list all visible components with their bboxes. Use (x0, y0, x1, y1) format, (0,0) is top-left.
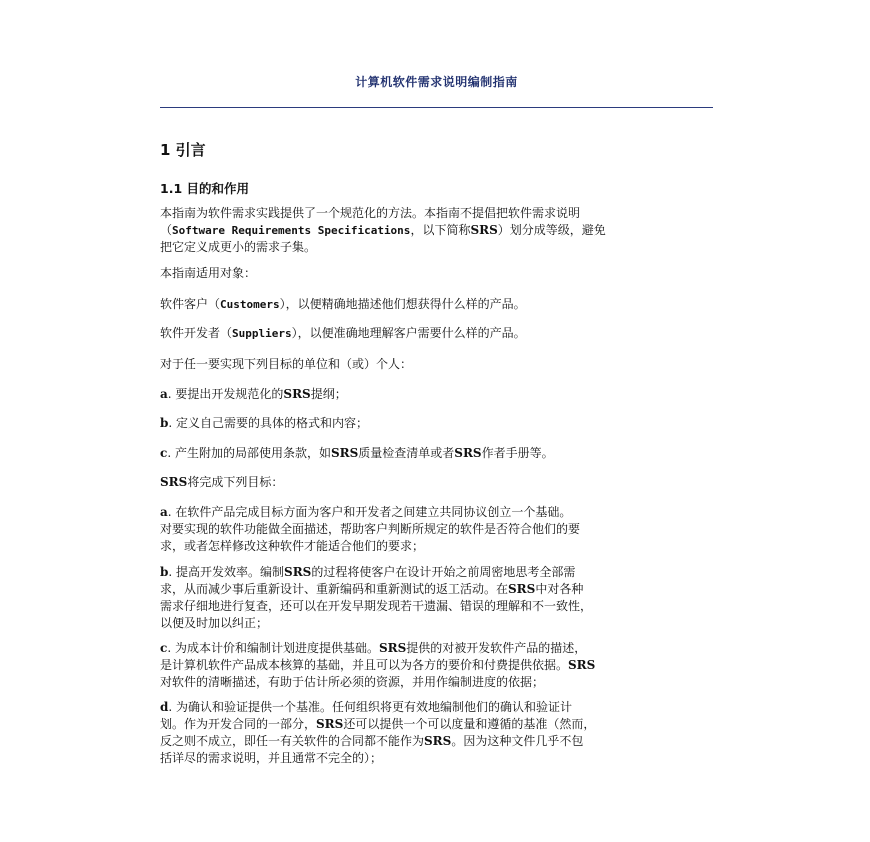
srs-goal-c-srs-1: SRS (378, 641, 407, 655)
intro-paren: （ (160, 223, 173, 237)
subsection-heading: 1.1 目的和作用 (160, 181, 249, 196)
srs-goal-b-text-1-end: 的过程将使客户在设计开始之前周密地思考全部需 (311, 565, 576, 579)
goal-a (160, 386, 716, 403)
srs-goal-c (160, 640, 716, 691)
intro-paragraph (160, 205, 716, 256)
intro-english-term: Software Requirements Specifications (172, 224, 411, 237)
goal-b-text: . 定义自己需要的具体的格式和内容； (168, 416, 369, 430)
srs-goal-d-text-3-end: 。因为这种文件几乎不包 (451, 734, 584, 748)
individuals-line: 对于任一要实现下列目标的单位和（或）个人： (160, 357, 413, 371)
srs-goal-a-marker: a (160, 505, 168, 519)
goal-c-srs-1: SRS (330, 446, 359, 460)
suppliers-suffix: ），以便准确地理解客户需要什么样的产品。 (291, 326, 526, 340)
srs-goal-b-marker: b (160, 565, 169, 579)
srs-goal-d-line-3 (160, 733, 716, 750)
srs-goal-a-text-1: . 在软件产品完成目标方面为客户和开发者之间建立共同协议创立一个基础。 (167, 505, 572, 519)
srs-goals-srs: SRS (160, 475, 188, 489)
srs-goals-line (160, 474, 716, 491)
intro-line-1: 本指南为软件需求实践提供了一个规范化的方法。本指南不提倡把软件需求说明 (160, 206, 581, 220)
srs-goal-c-text-2: 是计算机软件产品成本核算的基础，并且可以为各方的要价和付费提供依据。 (160, 658, 569, 672)
customers-prefix: 软件客户（ (160, 297, 221, 311)
goal-c-srs-2: SRS (454, 446, 482, 460)
srs-goal-b-text-1: . 提高开发效率。编制 (168, 565, 285, 579)
title-divider (160, 107, 713, 108)
intro-line-2-end: ）划分成等级，避免 (497, 223, 606, 237)
srs-goal-d-srs-1: SRS (316, 717, 344, 731)
srs-goal-a-line-2: 对要实现的软件功能做全面描述，帮助客户判断所规定的软件是否符合他们的要 (160, 522, 581, 536)
document-title: 计算机软件需求说明编制指南 (355, 75, 518, 89)
srs-goal-c-line-1 (160, 640, 716, 657)
goal-a-end: 提纲； (310, 387, 347, 401)
audience-intro: 本指南适用对象： (160, 266, 257, 280)
srs-goal-b-text-2-end: 中对各种 (535, 582, 584, 596)
section-heading: 1 引言 (160, 141, 206, 159)
srs-goal-b-line-4: 以便及时加以纠正； (160, 616, 269, 630)
srs-goal-c-line-2 (160, 657, 716, 674)
goal-c-marker: c (160, 446, 168, 460)
srs-goal-c-srs-2: SRS (568, 658, 596, 672)
customers-line (160, 296, 716, 313)
customers-suffix: ），以便精确地描述他们想获得什么样的产品。 (279, 297, 526, 311)
srs-goal-d-text-3: 反之则不成立，即任一有关软件的合同都不能作为 (160, 734, 425, 748)
srs-goal-a-line-3: 求，或者怎样修改这种软件才能适合他们的要求； (160, 539, 425, 553)
srs-goal-d-text-2: 划。作为开发合同的一部分， (160, 717, 317, 731)
srs-goal-c-text-1-end: 提供的对被开发软件产品的描述， (406, 641, 587, 655)
srs-goal-d-marker: d (160, 700, 169, 714)
suppliers-line (160, 325, 716, 342)
srs-goal-d-srs-2: SRS (424, 734, 452, 748)
intro-srs: SRS (470, 223, 498, 237)
goal-a-srs: SRS (283, 387, 311, 401)
intro-abbrev-text: ，以下简称 (410, 223, 471, 237)
goal-c-text: . 产生附加的局部使用条款，如 (167, 446, 331, 460)
srs-goal-d (160, 699, 716, 767)
goal-a-text: . 要提出开发规范化的 (167, 387, 284, 401)
srs-goal-b-line-2 (160, 581, 716, 598)
srs-goal-c-line-3: 对软件的清晰描述，有助于估计所必须的资源，并用作编制进度的依据； (160, 675, 545, 689)
suppliers-term: Suppliers (232, 327, 292, 340)
goal-a-marker: a (160, 387, 168, 401)
srs-goal-a (160, 504, 716, 555)
srs-goal-d-line-2 (160, 716, 716, 733)
srs-goal-c-text-1: . 为成本计价和编制计划进度提供基础。 (167, 641, 379, 655)
srs-goal-d-text-2-end: 还可以提供一个可以度量和遵循的基准（然而， (343, 717, 596, 731)
goal-b (160, 415, 716, 432)
goal-b-marker: b (160, 416, 169, 430)
srs-goal-b-srs-1: SRS (284, 565, 312, 579)
customers-term: Customers (220, 298, 280, 311)
srs-goal-c-marker: c (160, 641, 168, 655)
srs-goal-b-line-3: 需求仔细地进行复查，还可以在开发早期发现若干遗漏、错误的理解和不一致性， (160, 599, 593, 613)
goal-c (160, 445, 716, 462)
intro-line-2 (160, 222, 716, 239)
srs-goal-b-srs-2: SRS (508, 582, 536, 596)
srs-goal-d-text-1: . 为确认和验证提供一个基准。任何组织将更有效地编制他们的确认和验证计 (168, 700, 573, 714)
suppliers-prefix: 软件开发者（ (160, 326, 233, 340)
srs-goal-a-line-1 (160, 504, 716, 521)
goal-c-end: 作者手册等。 (481, 446, 554, 460)
goal-c-mid: 质量检查清单或者 (358, 446, 455, 460)
srs-goal-b (160, 564, 716, 632)
srs-goal-d-line-4: 括详尽的需求说明，并且通常不完全的）； (160, 751, 383, 765)
intro-line-3: 把它定义成更小的需求子集。 (160, 240, 317, 254)
srs-goals-text: 将完成下列目标： (187, 475, 284, 489)
srs-goal-d-line-1 (160, 699, 716, 716)
srs-goal-b-line-1 (160, 564, 716, 581)
srs-goal-b-text-2: 求，从而减少事后重新设计、重新编码和重新测试的返工活动。在 (160, 582, 509, 596)
